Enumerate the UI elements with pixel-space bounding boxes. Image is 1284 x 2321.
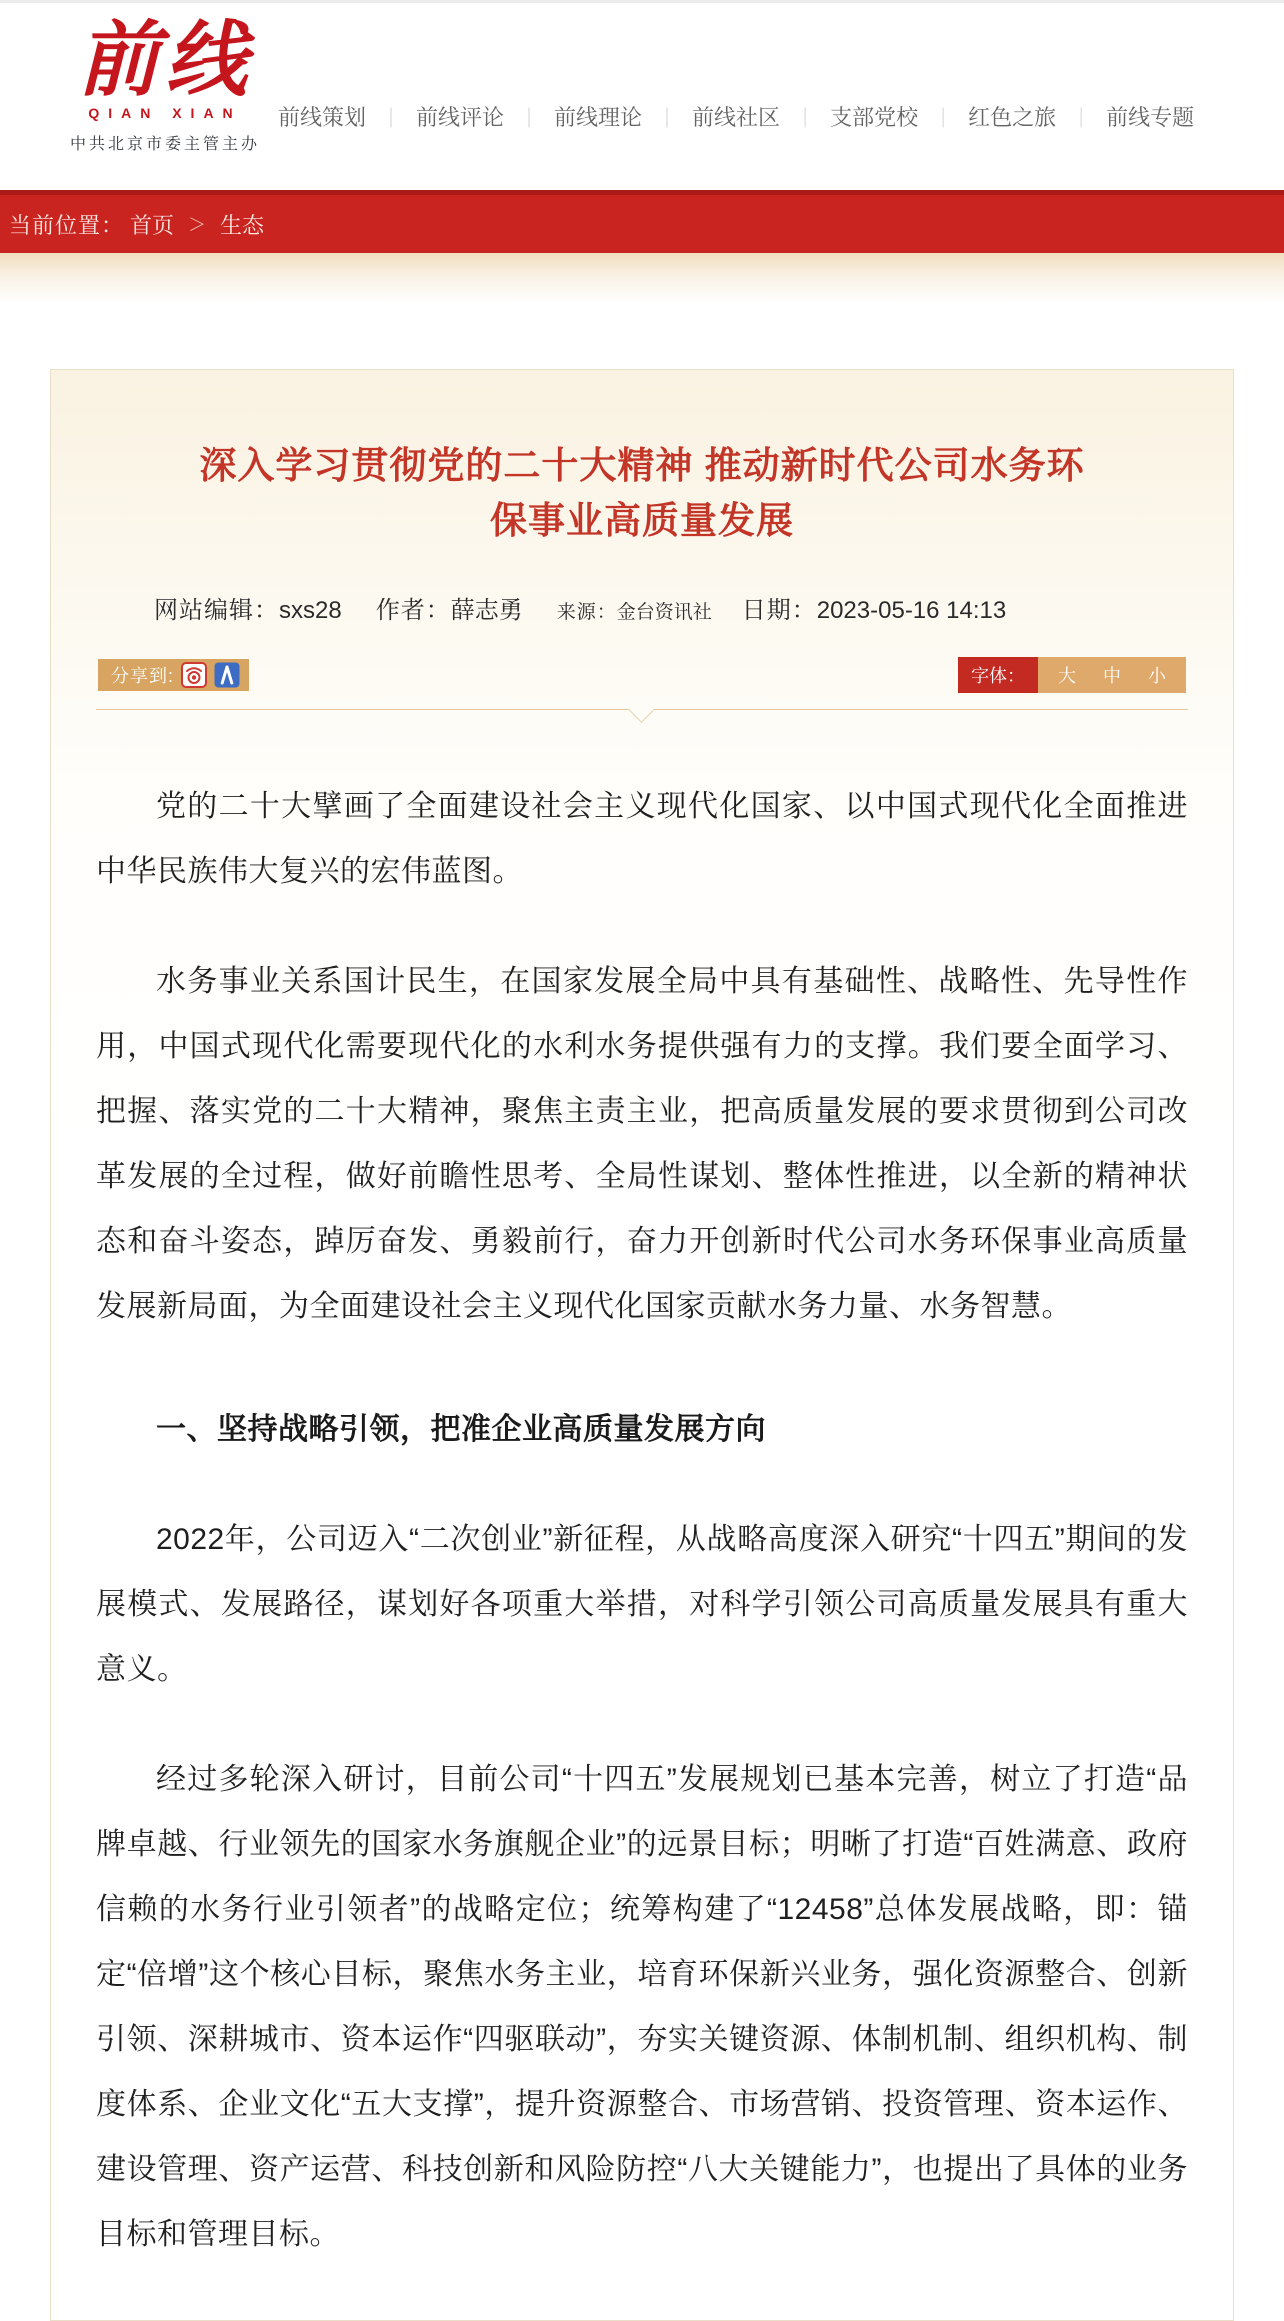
breadcrumb — [0, 190, 1284, 253]
nav-separator: ｜ — [519, 108, 540, 130]
font-size-widget — [958, 657, 1186, 693]
meta-source-label: 来源： — [556, 602, 617, 623]
nav-separator: ｜ — [795, 108, 816, 130]
renren-icon[interactable] — [214, 662, 240, 688]
breadcrumb-separator: ＞ — [188, 215, 207, 235]
divider-chevron-notch — [628, 696, 655, 723]
nav-separator: ｜ — [933, 108, 954, 130]
nav-item-qianxian-cehua[interactable]: 前线策划 — [278, 105, 367, 130]
nav-item-qianxian-shequ[interactable]: 前线社区 — [692, 105, 781, 130]
share-bar — [98, 659, 249, 691]
article-meta — [154, 590, 1188, 625]
font-size-large-button[interactable]: 大 — [1058, 666, 1076, 686]
meta-editor — [154, 590, 342, 625]
meta-author-label: 作者： — [375, 597, 451, 624]
logo-pinyin-text: QIAN XIAN — [88, 105, 242, 121]
meta-editor-value: sxs28 — [279, 597, 342, 624]
nav-item-qianxian-zhuanti[interactable]: 前线专题 — [1106, 105, 1195, 130]
body-paragraph: 2022年，公司迈入“二次创业”新征程，从战略高度深入研究“十四五”期间的发展模式、发展路径，谋划好各项重大举措，对科学引领公司高质量发展具有重大意义。 — [96, 1523, 1188, 1686]
meta-date-label: 日期： — [741, 597, 817, 624]
meta-source-value: 金台资讯社 — [616, 602, 712, 623]
nav-item-hongse-zhilv[interactable]: 红色之旅 — [968, 105, 1057, 130]
nav-separator: ｜ — [1071, 108, 1092, 130]
article-title: 深入学习贯彻党的二十大精神 推动新时代公司水务环保事业高质量发展 — [199, 445, 1085, 541]
nav-item-zhibu-dangxiao[interactable]: 支部党校 — [830, 105, 919, 130]
font-size-medium-button[interactable]: 中 — [1103, 666, 1121, 686]
meta-author — [376, 590, 523, 625]
nav-separator: ｜ — [657, 108, 678, 130]
font-size-options — [1038, 657, 1186, 693]
header-fade-strip — [0, 253, 1284, 303]
article-card — [50, 369, 1234, 2321]
site-logo[interactable] — [55, 12, 275, 154]
font-size-small-button[interactable]: 小 — [1148, 666, 1166, 686]
article-toolbar — [96, 657, 1188, 693]
article-body — [96, 774, 1188, 2267]
logo-calligraphy-text: 前线 — [77, 12, 253, 108]
section-heading: 一、坚持战略引领，把准企业高质量发展方向 — [156, 1413, 766, 1446]
body-paragraph: 经过多轮深入研讨，目前公司“十四五”发展规划已基本完善，树立了打造“品牌卓越、行业领先的国家水务旗舰企业”的远景目标；明晰了打造“百姓满意、政府信赖的水务行业引领者”的战略定位；统筹构建了“12458”总体发展战略，即：锚定“倍增”这个核心目标，聚焦水务主业，培育环保新兴业务，强化资源整合、创新引领、深耕城市、资本运作“四驱联动”，夯实关键资源、体制机制、组织机构、制度体系、企业文化“五大支撑”，提升资源整合、市场营销、投资管理、资本运作、建设管理、资产运营、科技创新和风险防控“八大关键能力”，也提出了具体的业务目标和管理目标。 — [96, 1763, 1188, 2251]
nav-separator: ｜ — [381, 108, 402, 130]
weibo-icon[interactable] — [181, 662, 207, 688]
meta-author-value: 薛志勇 — [450, 597, 523, 624]
nav-item-qianxian-lilun[interactable]: 前线理论 — [554, 105, 643, 130]
breadcrumb-current-link[interactable]: 生态 — [220, 212, 265, 238]
breadcrumb-location-label: 当前位置： — [9, 212, 125, 238]
nav-item-qianxian-pinglun[interactable]: 前线评论 — [416, 105, 505, 130]
meta-date — [742, 590, 1007, 625]
font-size-label: 字体： — [958, 657, 1038, 693]
logo-organizer-text: 中共北京市委主管主办 — [69, 136, 260, 153]
meta-editor-label: 网站编辑： — [154, 597, 279, 624]
body-paragraph: 水务事业关系国计民生，在国家发展全局中具有基础性、战略性、先导性作用，中国式现代化需要现代化的水利水务提供强有力的支撑。我们要全面学习、把握、落实党的二十大精神，聚焦主责主业，把高质量发展的要求贯彻到公司改革发展的全过程，做好前瞻性思考、全局性谋划、整体性推进，以全新的精神状态和奋斗姿态，踔厉奋发、勇毅前行，奋力开创新时代公司水务环保事业高质量发展新局面，为全面建设社会主义现代化国家贡献水务力量、水务智慧。 — [96, 965, 1188, 1323]
breadcrumb-home-link[interactable]: 首页 — [130, 212, 175, 238]
meta-date-value: 2023-05-16 14:13 — [816, 597, 1007, 624]
main-nav — [263, 101, 1209, 132]
meta-source — [557, 597, 712, 624]
title-body-divider — [96, 709, 1188, 729]
share-label: 分享到: — [111, 666, 175, 686]
site-header — [0, 3, 1284, 190]
body-paragraph: 党的二十大擘画了全面建设社会主义现代化国家、以中国式现代化全面推进中华民族伟大复兴的宏伟蓝图。 — [96, 790, 1188, 888]
